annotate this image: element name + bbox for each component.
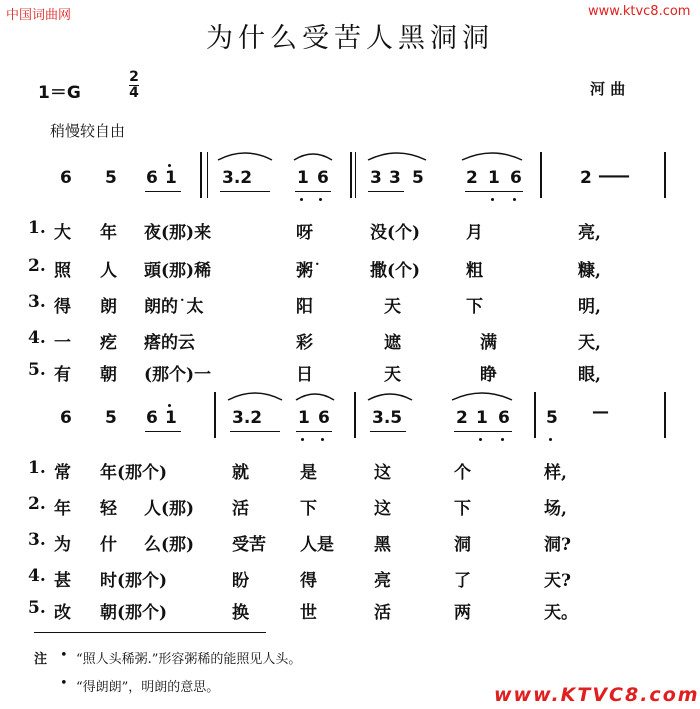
- lyric-word: 了: [454, 571, 471, 591]
- lyric-word: 月: [466, 223, 483, 243]
- verse-number: 4.: [28, 566, 46, 586]
- slur-arc: [228, 393, 282, 400]
- lyric-word: 頭(那)稀: [144, 261, 212, 281]
- slur-arc: [368, 394, 412, 400]
- lyric-word: 一: [54, 333, 71, 353]
- note: 6: [60, 408, 72, 428]
- lyric-word: 什: [100, 535, 117, 555]
- footnote-item: “照人头稀粥.”形容粥稀的能照见人头。: [76, 652, 302, 667]
- note: 1: [298, 408, 310, 428]
- note: 6: [318, 408, 330, 428]
- verse-number: 2.: [28, 494, 46, 514]
- lyric-word: 人: [100, 261, 117, 281]
- lyric-word: 是: [300, 463, 317, 483]
- lyric-word: 天: [384, 365, 401, 385]
- lyric-word: 粥˙: [296, 261, 322, 281]
- note: 6: [498, 408, 510, 428]
- footnote-bullet: •: [60, 648, 68, 663]
- note: 2: [456, 408, 468, 428]
- key-signature: 1＝G: [38, 83, 81, 103]
- lyric-word: 眼,: [578, 365, 601, 385]
- note: 6: [60, 168, 72, 188]
- lyric-word: 这: [374, 463, 391, 483]
- lyric-word: 常: [54, 463, 71, 483]
- lyric-word: 得: [54, 297, 71, 317]
- note-extension-dash: ——: [598, 166, 628, 186]
- note: 3.5: [372, 408, 403, 428]
- verse-number: 5.: [28, 598, 46, 618]
- slur-arc: [294, 154, 332, 160]
- lyric-word: 明,: [578, 297, 601, 317]
- slur-arc: [452, 393, 512, 400]
- lyric-word: 天?: [544, 571, 571, 591]
- lyric-word: 睁: [480, 365, 497, 385]
- footnote-label: 注: [34, 652, 48, 667]
- lyric-word: 阳: [296, 297, 313, 317]
- verse-number: 5.: [28, 360, 46, 380]
- lyric-word: 没(个): [370, 223, 421, 243]
- lyric-word: 呀: [296, 223, 313, 243]
- note: 1: [488, 168, 500, 188]
- song-title: 为什么受苦人黑洞洞: [206, 23, 494, 54]
- lyric-word: 朗: [100, 297, 117, 317]
- lyric-word: 朝: [100, 365, 117, 385]
- lyric-word: 就: [232, 463, 249, 483]
- lyric-word: 照: [54, 261, 71, 281]
- note: 5: [105, 168, 117, 188]
- note: 1: [476, 408, 488, 428]
- lyric-word: 甚: [54, 571, 71, 591]
- note: 5: [546, 408, 558, 428]
- lyric-word: 撒(个): [370, 261, 421, 281]
- watermark-top-left: 中国词曲网: [6, 8, 72, 23]
- lyric-word: 疙: [100, 333, 117, 353]
- lyric-word: 天: [384, 297, 401, 317]
- watermark-bottom-right: www.KTVC8.com: [494, 684, 700, 706]
- lyric-word: 两: [454, 603, 471, 623]
- note: 5: [105, 408, 117, 428]
- lyric-word: 满: [480, 333, 497, 353]
- lyric-word: 年: [100, 223, 117, 243]
- lyric-word: 朝(那个): [100, 603, 168, 623]
- slur-arc: [296, 394, 334, 400]
- lyric-word: 样,: [544, 463, 567, 483]
- lyric-word: 糠,: [578, 261, 601, 281]
- note: 6: [317, 168, 329, 188]
- lyric-word: 人是: [300, 535, 334, 555]
- lyric-word: 天,: [578, 333, 601, 353]
- lyric-word: 年(那个): [100, 463, 168, 483]
- lyric-word: 活: [232, 499, 249, 519]
- note-extension-dash: —: [592, 402, 609, 422]
- lyric-word: 黑: [374, 535, 391, 555]
- lyric-word: 天。: [544, 603, 578, 623]
- footnote-item: “得朗朗”，明朗的意思。: [76, 680, 220, 695]
- note: 1: [165, 408, 177, 428]
- verse-number: 4.: [28, 328, 46, 348]
- note: 6: [146, 168, 158, 188]
- lyric-word: 活: [374, 603, 391, 623]
- lyric-word: 时(那个): [100, 571, 168, 591]
- footnote-bullet: •: [60, 676, 68, 691]
- note: 3.2: [222, 168, 253, 188]
- lyric-word: 这: [374, 499, 391, 519]
- lyric-word: 个: [454, 463, 471, 483]
- lyric-word: 夜(那)来: [144, 223, 212, 243]
- note: 1: [297, 168, 309, 188]
- lyric-word: 么(那): [144, 535, 195, 555]
- watermark-top-right: www.ktvc8.com: [588, 4, 691, 19]
- tempo-marking: 稍慢较自由: [50, 122, 126, 140]
- time-denominator: 4: [129, 85, 139, 101]
- lyric-word: 年: [54, 499, 71, 519]
- lyric-word: 大: [54, 223, 71, 243]
- verse-number: 1.: [28, 458, 46, 478]
- note: 6: [510, 168, 522, 188]
- lyric-word: 粗: [466, 261, 483, 281]
- lyric-word: 亮,: [578, 223, 601, 243]
- lyric-word: 下: [466, 297, 483, 317]
- lyric-word: 人(那): [144, 499, 195, 519]
- lyric-word: 瘩的云: [144, 333, 195, 353]
- lyric-word: 轻: [100, 499, 117, 519]
- lyric-word: 下: [454, 499, 471, 519]
- lyric-word: 改: [54, 603, 71, 623]
- lyric-word: 为: [54, 535, 71, 555]
- note: 5: [412, 168, 424, 188]
- note: 3: [370, 168, 382, 188]
- lyric-word: 彩: [296, 333, 313, 353]
- verse-number: 2.: [28, 256, 46, 276]
- note: 2: [580, 168, 592, 188]
- lyric-word: 得: [300, 571, 317, 591]
- lyric-word: 洞?: [544, 535, 571, 555]
- lyric-word: 日: [296, 365, 313, 385]
- lyric-word: (那个)一: [144, 365, 212, 385]
- time-numerator: 2: [129, 69, 139, 85]
- lyric-word: 遮: [384, 333, 401, 353]
- lyric-word: 世: [300, 603, 317, 623]
- note: 2: [466, 168, 478, 188]
- slur-arc: [218, 153, 272, 160]
- note: 3: [389, 168, 401, 188]
- lyric-word: 受苦: [232, 535, 266, 555]
- lyric-word: 场,: [544, 499, 567, 519]
- lyric-word: 有: [54, 365, 71, 385]
- lyric-word: 亮: [374, 571, 391, 591]
- song-origin: 河 曲: [590, 80, 626, 98]
- verse-number: 3.: [28, 530, 46, 550]
- slur-arc: [368, 153, 426, 160]
- lyric-word: 朗的˙太: [144, 297, 204, 317]
- lyric-word: 下: [300, 499, 317, 519]
- slur-arc: [462, 153, 522, 160]
- lyric-word: 洞: [454, 535, 471, 555]
- verse-number: 1.: [28, 218, 46, 238]
- verse-number: 3.: [28, 292, 46, 312]
- lyric-word: 盼: [232, 571, 249, 591]
- note: 3.2: [232, 408, 263, 428]
- note: 1: [165, 168, 177, 188]
- note: 6: [146, 408, 158, 428]
- lyric-word: 换: [232, 603, 249, 623]
